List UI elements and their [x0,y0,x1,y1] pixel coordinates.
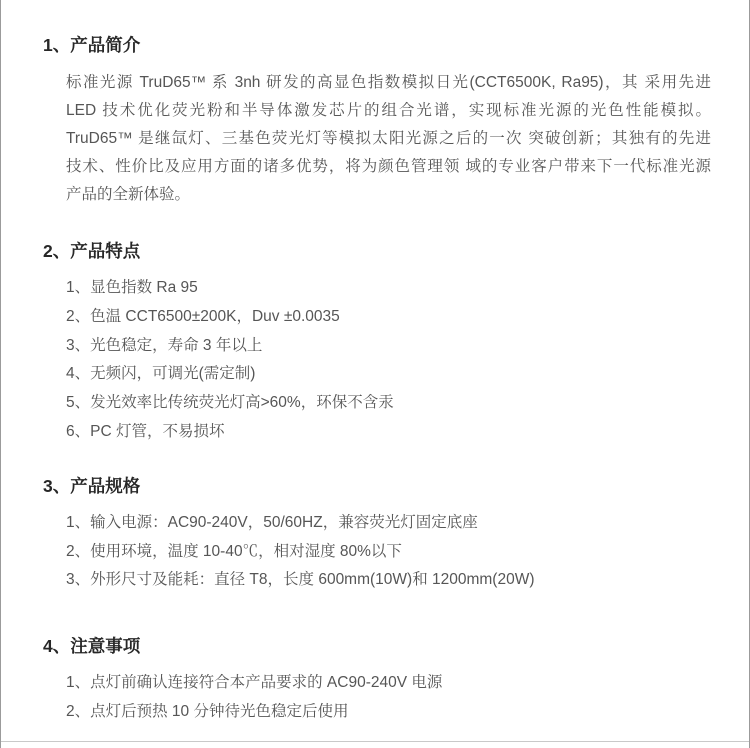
intro-paragraph-line: TruD65™ 是继氙灯、三基色荧光灯等模拟太阳光源之后的一次 突破创新；其独有的先进 [66,130,711,147]
section-specs-heading: 3、产品规格 [43,475,141,496]
intro-paragraph-line: 产品的全新体验。 [66,186,191,203]
section-notes [43,635,709,727]
feature-item: 4、无频闪，可调光(需定制) [66,365,256,383]
section-notes-heading: 4、注意事项 [43,636,141,657]
notes-list [66,669,709,727]
section-specs [43,475,709,595]
feature-item: 6、PC 灯管，不易损坏 [66,422,225,440]
intro-paragraph-line: 技术、性价比及应用方面的诸多优势，将为颜色管理领 域的专业客户带来下一代标准光源 [66,158,711,175]
feature-item: 2、色温 CCT6500±200K，Duv ±0.0035 [66,307,340,325]
feature-item: 5、发光效率比传统荧光灯高>60%，环保不含汞 [66,394,394,412]
feature-item: 1、显色指数 Ra 95 [66,279,198,296]
spec-item: 2、使用环境，温度 10-40℃，相对湿度 80%以下 [66,542,402,560]
specs-list [66,509,709,595]
document-content [1,0,749,727]
intro-paragraph-line: LED 技术优化荧光粉和半导体激发芯片的组合光谱，实现标准光源的光色性能模拟。 [66,102,711,119]
section-intro [43,34,709,209]
intro-paragraph [66,69,711,209]
spec-item: 1、输入电源：AC90-240V，50/60HZ，兼容荧光灯固定底座 [66,513,478,531]
feature-item: 3、光色稳定，寿命 3 年以上 [66,336,263,354]
section-features-heading: 2、产品特点 [43,241,141,261]
note-item: 1、点灯前确认连接符合本产品要求的 AC90-240V 电源 [66,674,443,692]
bottom-divider [1,741,749,742]
section-intro-heading: 1、产品简介 [43,35,141,55]
note-item: 2、点灯后预热 10 分钟待光色稳定后使用 [66,702,349,720]
spec-item: 3、外形尺寸及能耗：直径 T8，长度 600mm(10W)和 1200mm(20W) [66,571,535,589]
section-features [43,240,709,447]
intro-paragraph-line: 标准光源 TruD65™ 系 3nh 研发的高显色指数模拟日光(CCT6500K, Ra95)，其 采用先进 [66,74,711,91]
features-list [66,274,709,447]
